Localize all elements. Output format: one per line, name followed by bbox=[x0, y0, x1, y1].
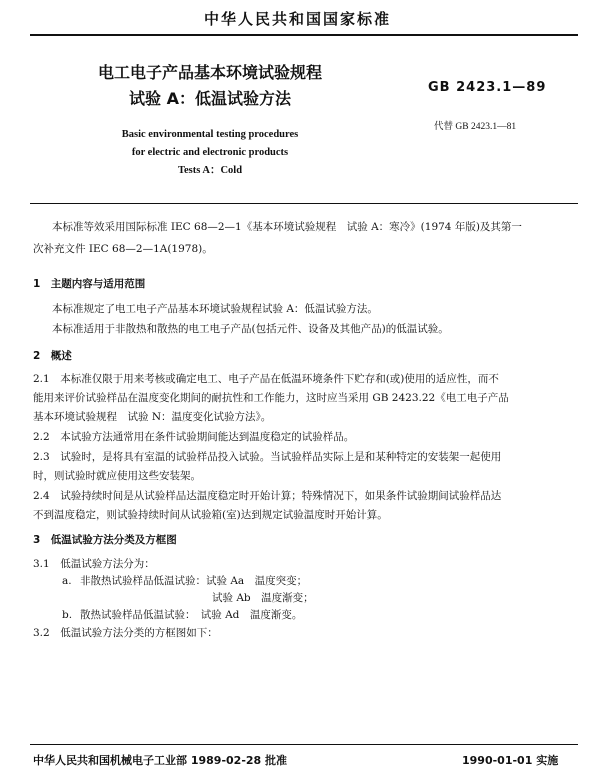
title-rule bbox=[30, 203, 578, 204]
title-cn-line2: 试验 A：低温试验方法 bbox=[129, 89, 291, 108]
item-b-label: b. bbox=[62, 609, 73, 621]
clause-2-4-line1: 2.4 试验持续时间是从试验样品达温度稳定时开始计算；特殊情况下，如果条件试验期间试验样品达 bbox=[33, 490, 502, 502]
clause-2-3-line2: 时，则试验时就应使用这些安装架。 bbox=[33, 470, 201, 482]
title-cn-line1: 电工电子产品基本环境试验规程 bbox=[97, 63, 322, 82]
standard-org-header: 中华人民共和国国家标准 bbox=[203, 10, 391, 28]
title-en-line1: Basic environmental testing procedures bbox=[121, 129, 299, 140]
title-en-line3: Tests A：Cold bbox=[177, 165, 243, 176]
item-a-text2: 试验 Ab 温度渐变； bbox=[212, 592, 314, 604]
item-a-text: 非散热试验样品低温试验：试验 Aa 温度突变； bbox=[80, 575, 308, 587]
section-1-para2: 本标准适用于非散热和散热的电工电子产品(包括元件、设备及其他产品)的低温试验。 bbox=[52, 323, 449, 335]
footer-rule bbox=[30, 744, 578, 745]
item-b-text: 散热试验样品低温试验： 试验 Ad 温度渐变。 bbox=[80, 609, 303, 621]
effective-date: 1990-01-01 实施 bbox=[462, 754, 559, 767]
clause-2-1-line2: 能用来评价试验样品在温度变化期间的耐抗性和工作能力，这时应当采用 GB 2423.22《电工电子产品 bbox=[33, 392, 509, 404]
clause-3-2: 3.2 低温试验方法分类的方框图如下： bbox=[33, 627, 218, 639]
section-2-title: 2 概述 bbox=[33, 350, 72, 362]
approval-date: 中华人民共和国机械电子工业部 1989-02-28 批准 bbox=[33, 754, 288, 767]
section-3-title: 3 低温试验方法分类及方框图 bbox=[33, 534, 177, 546]
clause-2-1-line3: 基本环境试验规程 试验 N：温度变化试验方法》。 bbox=[33, 411, 272, 423]
title-en-line2: for electric and electronic products bbox=[131, 147, 289, 158]
replaces-note: 代替 GB 2423.1—81 bbox=[434, 122, 517, 132]
section-1-title: 1 主题内容与适用范围 bbox=[33, 278, 146, 290]
intro-line2: 次补充文件 IEC 68—2—1A(1978)。 bbox=[33, 243, 213, 255]
section-1-para1: 本标准规定了电工电子产品基本环境试验规程试验 A：低温试验方法。 bbox=[52, 303, 378, 315]
header-rule bbox=[30, 34, 578, 36]
clause-2-1-line1: 2.1 本标准仅限于用来考核或确定电工、电子产品在低温环境条件下贮存和(或)使用的适应性，而不 bbox=[33, 373, 499, 385]
intro-line1: 本标准等效采用国际标准 IEC 68—2—1《基本环境试验规程 试验 A：寒冷》(1974 年版)及其第一 bbox=[52, 221, 522, 233]
clause-2-4-line2: 不到温度稳定，则试验持续时间从试验箱(室)达到规定试验温度时开始计算。 bbox=[33, 509, 388, 521]
clause-2-3-line1: 2.3 试验时，是将具有室温的试验样品投入试验。当试验样品实际上是和某种特定的安装架一起使用 bbox=[33, 451, 502, 463]
clause-3-1: 3.1 低温试验方法分为： bbox=[33, 558, 155, 570]
standard-code: GB 2423.1—89 bbox=[428, 80, 547, 95]
item-a-label: a. bbox=[62, 575, 72, 587]
clause-2-2: 2.2 本试验方法通常用在条件试验期间能达到温度稳定的试验样品。 bbox=[33, 431, 355, 443]
